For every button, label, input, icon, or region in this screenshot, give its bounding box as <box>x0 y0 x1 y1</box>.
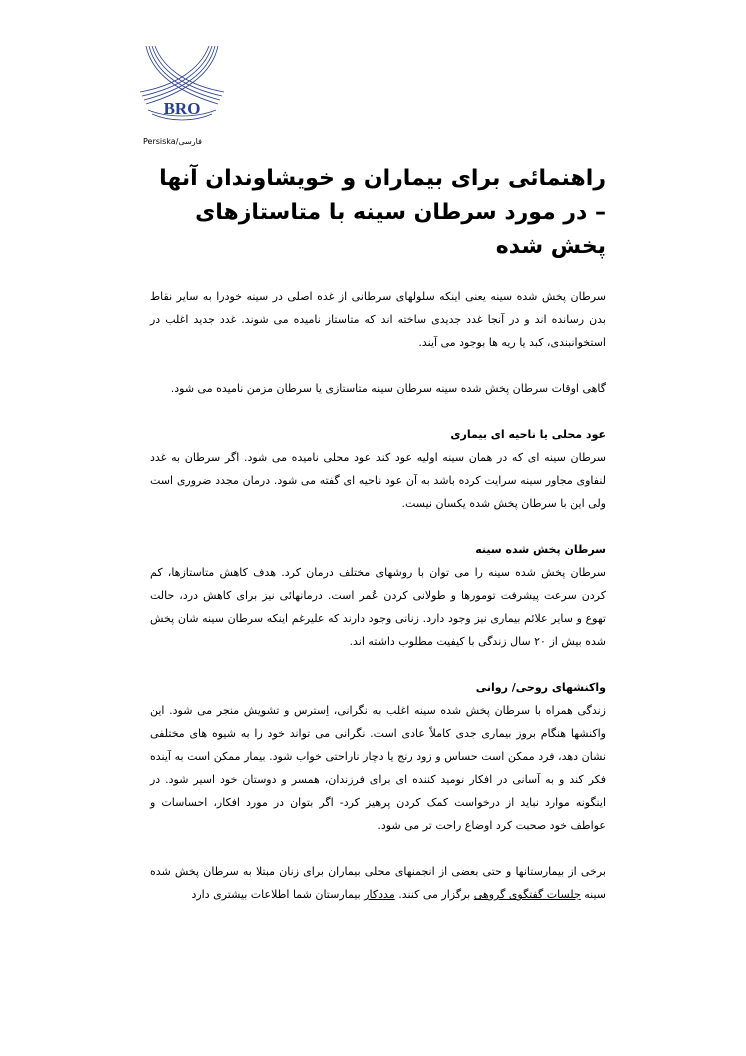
closing-text-1: برخی از بیمارستانها و حتی بعضی از انجمنهای محلی بیماران برای زنان مبتلا به سرطان پخش شده سینه <box>150 865 606 901</box>
spread-cancer-text: سرطان پخش شده سینه را می توان با روشهای مختلف درمان کرد. هدف کاهش متاستازها، کم کردن سرعت پیشرفت تومورها و طولانی کردن عُمر است. درمانهائی نیز برای کاهش درد، حالت تهوع و سایر علائم بیماری نیز وجود دارد. زنانی وجود دارند که علیرغم اینکه سرطان سینه شان پخش شده بیش از ۲۰ سال زندگی با کیفیت مطلوب داشته اند. <box>150 566 606 648</box>
bro-logo <box>138 44 226 126</box>
social-worker-link[interactable]: مددکار <box>364 888 395 901</box>
closing-text-2: برگزار می کنند. <box>394 888 474 901</box>
local-recurrence-heading: عود محلی یا ناحیه ای بیماری <box>450 428 606 441</box>
psychological-reactions-text: زندگی همراه با سرطان پخش شده سینه اغلب به نگرانی، اِسترس و تشویش منجر می شود. این واکنشها هنگام بروز بیماری جدی کاملاً عادی است. نگرانی می تواند خود را به شیوه های مختلفی نشان دهد، فرد ممکن است حساس و زود رنج یا دچار ناراحتی خواب شود. بیمار ممکن است به آینده فکر کند و به آسانی در افکار نومید کننده ای برای فرزندان، همسر و دوستان خود اسیر شود. در اینگونه موارد نباید از درخواست کمک کردن پرهیز کرد- اگر بتوان در مورد افکار، احساسات و عواطف خود صحبت کرد اوضاع راحت تر می شود. <box>150 704 606 832</box>
document-body <box>150 285 606 906</box>
psychological-reactions-heading: واکنشهای روحی/ روانی <box>475 681 606 694</box>
group-conversation-link[interactable]: جلسات گفتگوی گروهی <box>473 888 581 901</box>
document-title: راهنمائی برای بیماران و خویشاوندان آنها – در مورد سرطان سینه با متاستازهای پخش شده <box>159 166 606 259</box>
intro-note: گاهی اوقات سرطان پخش شده سینه سرطان سینه متاستازی یا سرطان مزمن نامیده می شود. <box>170 382 606 395</box>
language-tag: Persiska/فارسی <box>143 137 202 146</box>
closing-paragraph <box>150 860 606 906</box>
spread-cancer-heading: سرطان پخش شده سینه <box>475 543 606 556</box>
local-recurrence-text: سرطان سینه ای که در همان سینه اولیه عود کند عود محلی نامیده می شود. اگر سرطان به غدد لنفاوی مجاور سینه سرایت کرده باشد به آن عود ناحیه ای گفته می شود. درمان مجدد ضروری است ولی این با سرطان پخش شده یکسان نیست. <box>150 451 606 510</box>
logo-text: BRO <box>163 99 201 118</box>
intro-paragraph: سرطان پخش شده سینه یعنی اینکه سلولهای سرطانی از غده اصلی در سینه خودرا به سایر نقاط بدن رسانده اند و در آنجا غدد جدیدی ساخته اند که متاستاز نامیده می شوند. غدد جدید اغلب در استخوانبندی، کبد یا ریه ها بوجود می آیند. <box>150 290 606 349</box>
closing-text-3: بیمارستان شما اطلاعات بیشتری دارد <box>191 888 365 901</box>
